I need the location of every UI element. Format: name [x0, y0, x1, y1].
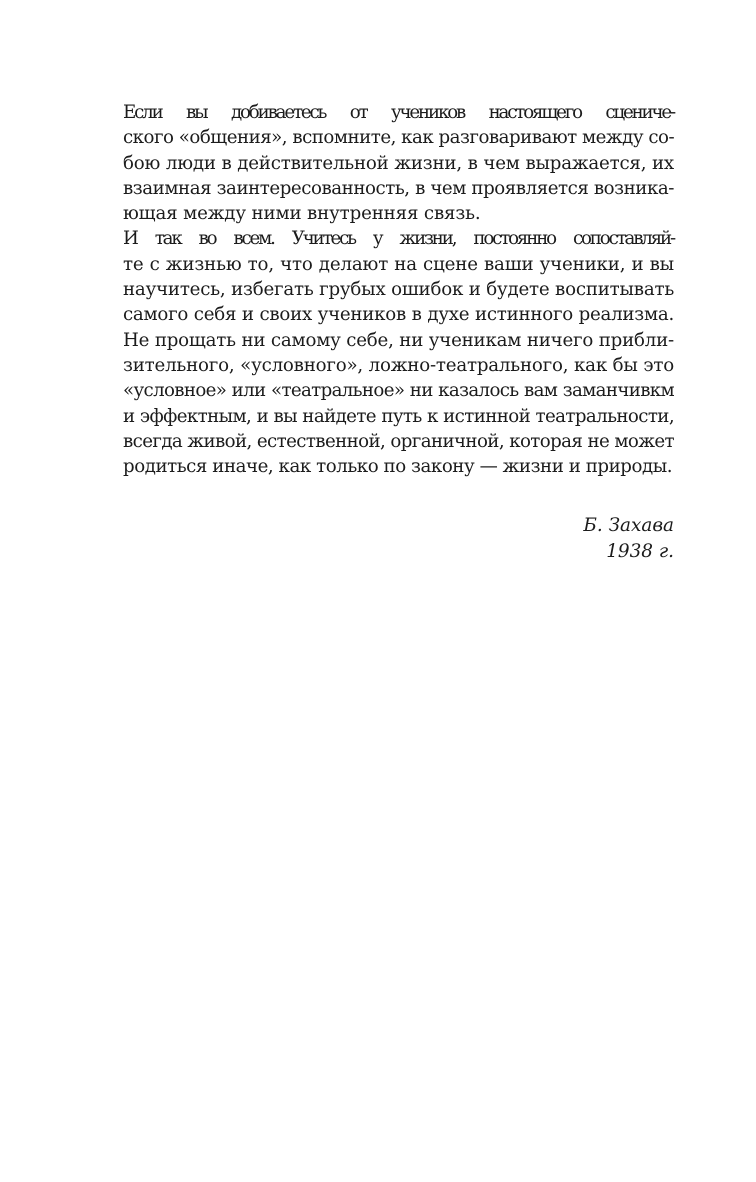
- text-line: и эффектным, и вы найдете путь к истинной театральности,: [123, 405, 674, 427]
- text-line: ющая между ними внутренняя связь.: [123, 203, 481, 225]
- signature-year: 1938 г.: [606, 541, 674, 562]
- paragraph-1: [96, 100, 674, 226]
- text-line: научитесь, избегать грубых ошибок и будете воспитывать: [123, 279, 675, 301]
- text-line: те с жизнью то, что делают на сцене ваши ученики, и вы: [123, 253, 674, 275]
- text-line: И так во всем. Учитесь у жизни, постоянно сопоставляй-: [123, 228, 674, 250]
- paragraph-2: [96, 226, 674, 479]
- text-line: всегда живой, естественной, органичной, которая не может: [123, 430, 674, 452]
- text-line: зительного, «условного», ложно-театрального, как бы это: [123, 354, 674, 376]
- signature-author: Б. Захава: [583, 515, 674, 536]
- text-line: ского «общения», вспомните, как разговаривают между со-: [123, 127, 675, 149]
- text-line: Не прощать ни самому себе, ни ученикам ничего прибли-: [123, 329, 674, 351]
- text-line: «условное» или «театральное» ни казалось вам заманчивкм: [123, 380, 674, 402]
- body-text: [96, 100, 674, 479]
- text-line: Если вы добиваетесь от учеников настоящего сцениче-: [123, 102, 674, 123]
- text-line: взаимная заинтересованность, в чем проявляется возника-: [123, 177, 674, 199]
- text-line: самого себя и своих учеников в духе истинного реализма.: [123, 304, 674, 326]
- signature: [583, 513, 674, 565]
- text-line: родиться иначе, как только по закону — жизни и природы.: [123, 456, 673, 478]
- text-line: бою люди в действительной жизни, в чем выражается, их: [123, 152, 674, 174]
